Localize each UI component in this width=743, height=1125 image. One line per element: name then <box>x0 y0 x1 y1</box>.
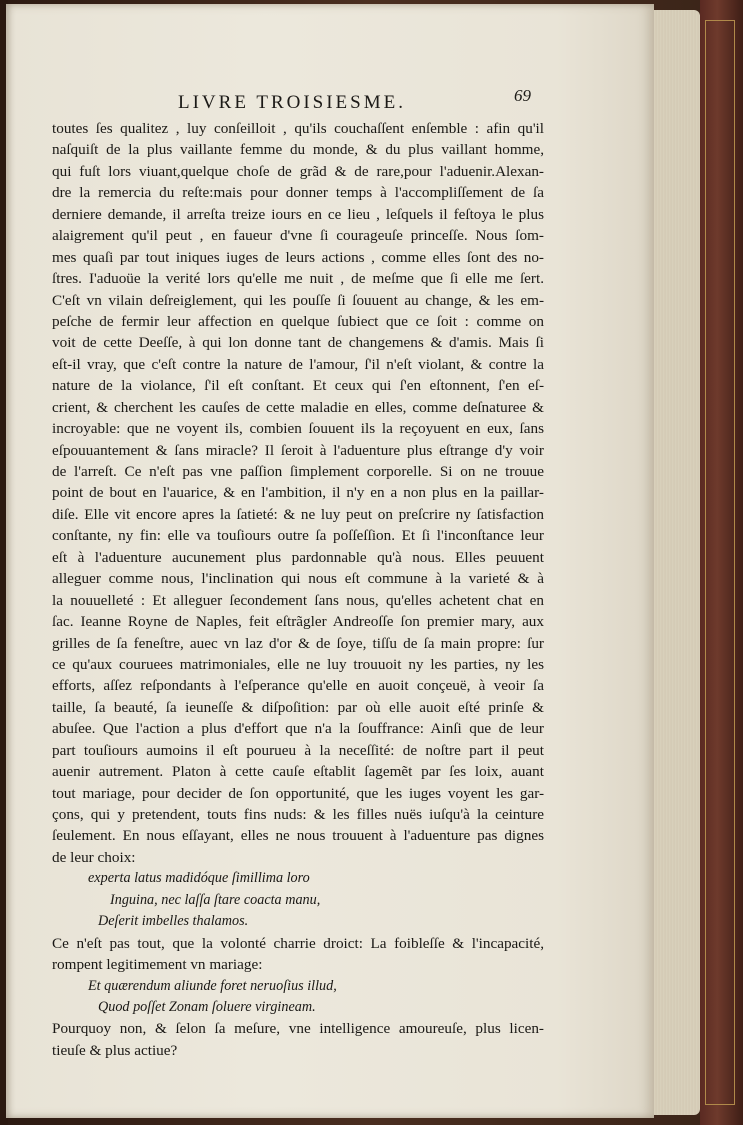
verse-line: Deſerit imbelles thalamos. <box>98 913 249 930</box>
text-line: eſt-il vray, que c'eſt contre la nature de l'amour, ſ'il n'eſt violant, & contre la <box>52 355 544 373</box>
text-line: la nouuelleté : Et alleguer ſecondement ſans nous, qu'elles achetent chat en <box>52 591 544 609</box>
text-line: Pourquoy non, & ſelon ſa meſure, vne intelligence amoureuſe, plus licen- <box>52 1020 544 1038</box>
text-line: qui fuſt lors viuant,quelque choſe de grãd & de rare,pour l'aduenir.Alexan- <box>52 162 544 180</box>
text-line: tieuſe & plus actiue? <box>52 1041 178 1059</box>
text-line: eſt à l'aduenture aucunement plus pardonnable qu'à nous. Elles peuuent <box>52 548 544 566</box>
text-line: point de bout en l'auarice, & en l'ambition, il n'y en a non plus en la paillar- <box>52 484 544 502</box>
text-line: abuſee. Que l'action a plus d'effort que n'a la ſouffrance: Ainſi que de leur <box>52 720 544 738</box>
verse-line: Quod poſſet Zonam ſoluere virgineam. <box>98 998 316 1015</box>
text-line: grilles de ſa feneſtre, auec vn laz d'or & de ſoye, tiſſu de ſa main propre: ſur <box>52 634 544 652</box>
text-line: dre la remercia du reſte:mais pour donner temps à l'accompliſſement de ſa <box>52 184 544 202</box>
page-edges <box>650 10 700 1115</box>
text-line: mes quaſi par tout iniques iuges de leurs actions , comme elles ſont des no- <box>52 248 544 266</box>
text-line: C'eſt vn vilain deſreiglement, qui les pouſſe ſi ſouuent au change, & les em- <box>52 291 544 309</box>
text-line: ſac. Ieanne Royne de Naples, feit eſtrãgler Andreoſſe ſon premier mary, aux <box>52 613 544 631</box>
page-number: 69 <box>514 86 531 105</box>
text-line: derniere demande, il arreſta treize iours en ce lieu , leſquels il feſtoya le plus <box>52 205 544 223</box>
verse-line: Et quærendum aliunde foret neruoſius illud, <box>88 977 337 994</box>
text-line: naſquiſt de la plus vaillante femme du monde, & du plus vaillant homme, <box>52 141 544 159</box>
text-line: efforts, aſſez reſpondants à l'eſperance qu'elle en auoit conçeuë, à veoir ſa <box>52 677 544 695</box>
book-page <box>6 4 654 1118</box>
verse-line: experta latus madidóque ſimillima loro <box>88 870 310 887</box>
text-line: diſe. Elle vit encore apres la ſatieté: & ne luy peut on preſcrire ny ſatisfaction <box>52 505 544 523</box>
text-line: ſtres. I'aduoüe la verité lors qu'elle me nuit , de meſme que ſi elle me ſert. <box>52 270 544 288</box>
text-line: peſche de fermir leur affection en quelque ſubiect que ce ſoit : comme on <box>52 312 544 330</box>
text-line: nature de la violance, ſ'il eſt conſtant. Et ceux qui ſ'en eſtonnent, ſ'en eſ- <box>52 377 544 395</box>
text-line: de leur choix: <box>52 848 136 866</box>
text-line: toutes ſes qualitez , luy conſeilloit , qu'ils couchaſſent enſemble : afin qu'il <box>52 120 544 137</box>
text-line: incroyable: que ne voyent ils, combien ſouuent ils la reçoyuent en eux, ſans <box>52 420 544 438</box>
text-line: ce qu'aux couruees matrimoniales, elle ne luy trouuoit ny les parties, ny les <box>52 655 544 673</box>
text-line: part touſiours aumoins il eſt pourueu à la neceſſité: de noſtre part il peut <box>52 741 544 759</box>
text-line: rompent legitimement vn mariage: <box>52 956 263 974</box>
text-line: Ce n'eſt pas tout, que la volonté charrie droict: La foibleſſe & l'incapacité, <box>52 934 544 952</box>
text-line: tout mariage, pour decider de ſon opportunité, que les iuges voyent les gar- <box>52 784 544 802</box>
text-line: alleguer comme nous, l'inclination qui nous eſt commune à la varieté & à <box>52 570 544 588</box>
text-line: eſpouuantement & ſans miracle? Il ſeroit à l'aduenture plus eſtrange d'y voir <box>52 441 544 459</box>
text-line: auenir autrement. Platon à cette cauſe eſtablit ſagemẽt par ſes loix, auant <box>52 763 544 781</box>
binding-gilt-rule <box>705 20 735 1105</box>
text-line: taille, ſa beauté, ſa ieuneſſe & diſpoſition: par où elle auoit eſté prinſe & <box>52 698 544 716</box>
text-block <box>52 118 544 1061</box>
text-line: crient, & cherchent les cauſes de cette maladie en elles, comme deſnaturee & <box>52 398 544 416</box>
text-line: ſeulement. En nous eſſayant, elles ne nous trouuent à l'aduenture pas dignes <box>52 827 544 845</box>
text-line: voit de cette Deeſſe, à qui lon donne tant de changemens & d'amis. Mais ſi <box>52 334 544 352</box>
running-head: LIVRE TROISIESME. <box>178 92 406 113</box>
text-line: conſtante, ny fin: elle va touſiours outre ſa poſſeſſion. Et ſi l'inconſtance leur <box>52 527 544 545</box>
text-line: de l'arreſt. Ce n'eſt pas vne paſſion ſimplement corporelle. Si on ne trouue <box>52 463 544 480</box>
text-line: çons, qui y pretendent, touts fins nuds: & les filles nuës iuſqu'à la ceinture <box>52 806 544 823</box>
verse-line: Inguina, nec laſſa ſtare coacta manu, <box>110 891 321 908</box>
text-line: alaigrement qu'il peut , en faueur d'vne ſi courageuſe princeſſe. Nous ſom- <box>52 227 544 245</box>
